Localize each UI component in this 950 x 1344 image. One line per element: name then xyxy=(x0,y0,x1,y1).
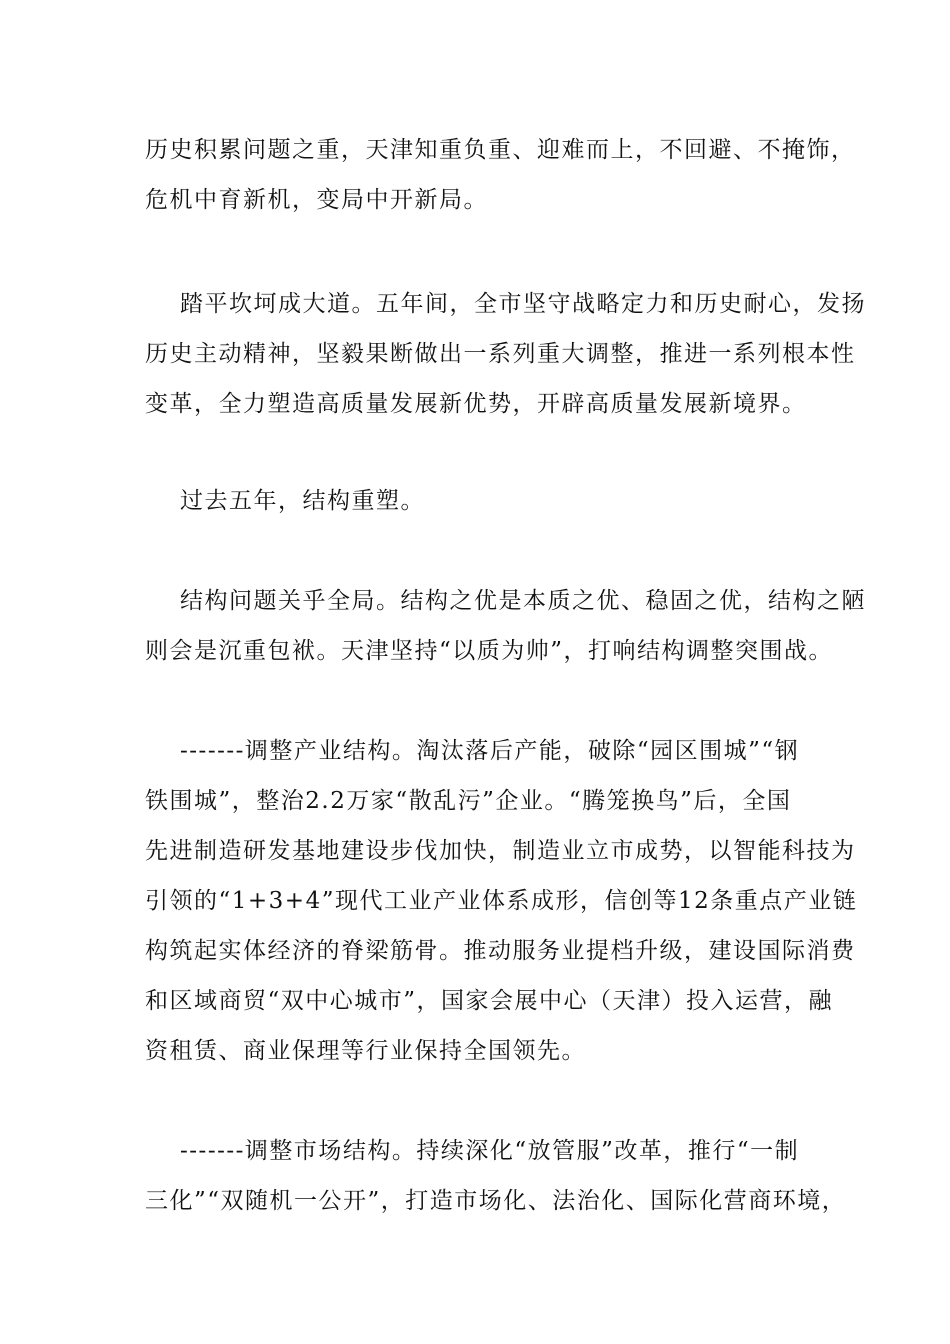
paragraph-5-line-1: -------调整产业结构。淘汰落后产能，破除“园区围城”“钢 xyxy=(180,738,800,764)
paragraph-2-line-3: 变革，全力塑造高质量发展新优势，开辟高质量发展新境界。 xyxy=(145,391,807,417)
paragraph-4-line-2: 则会是沉重包袱。天津坚持“以质为帅”，打响结构调整突围战。 xyxy=(145,638,834,664)
paragraph-1-line-2: 危机中育新机，变局中开新局。 xyxy=(145,187,488,213)
paragraph-5-line-4: 引领的“1+3+4”现代工业产业体系成形，信创等12条重点产业链 xyxy=(145,888,858,914)
paragraph-5-line-6: 和区域商贸“双中心城市”，国家会展中心（天津）投入运营，融 xyxy=(145,988,834,1014)
paragraph-5-line-7: 资租赁、商业保理等行业保持全国领先。 xyxy=(145,1038,586,1064)
paragraph-6-line-2: 三化”“双随机一公开”，打造市场化、法治化、国际化营商环境， xyxy=(145,1188,847,1214)
paragraph-6-line-1: -------调整市场结构。持续深化“放管服”改革，推行“一制 xyxy=(180,1138,800,1164)
paragraph-4-line-1: 结构问题关乎全局。结构之优是本质之优、稳固之优，结构之陋 xyxy=(180,588,866,614)
paragraph-5-line-2: 铁围城”，整治2.2万家“散乱污”企业。“腾笼换鸟”后，全国 xyxy=(145,788,792,814)
paragraph-5-line-5: 构筑起实体经济的脊梁筋骨。推动服务业提档升级，建设国际消费 xyxy=(145,938,856,964)
paragraph-1-line-1: 历史积累问题之重，天津知重负重、迎难而上，不回避、不掩饰， xyxy=(145,137,856,163)
paragraph-2-line-1: 踏平坎坷成大道。五年间，全市坚守战略定力和历史耐心，发扬 xyxy=(180,291,866,317)
paragraph-5-line-3: 先进制造研发基地建设步伐加快，制造业立市成势，以智能科技为 xyxy=(145,838,856,864)
paragraph-3-line-1: 过去五年，结构重塑。 xyxy=(180,488,425,514)
paragraph-2-line-2: 历史主动精神，坚毅果断做出一系列重大调整，推进一系列根本性 xyxy=(145,341,856,367)
